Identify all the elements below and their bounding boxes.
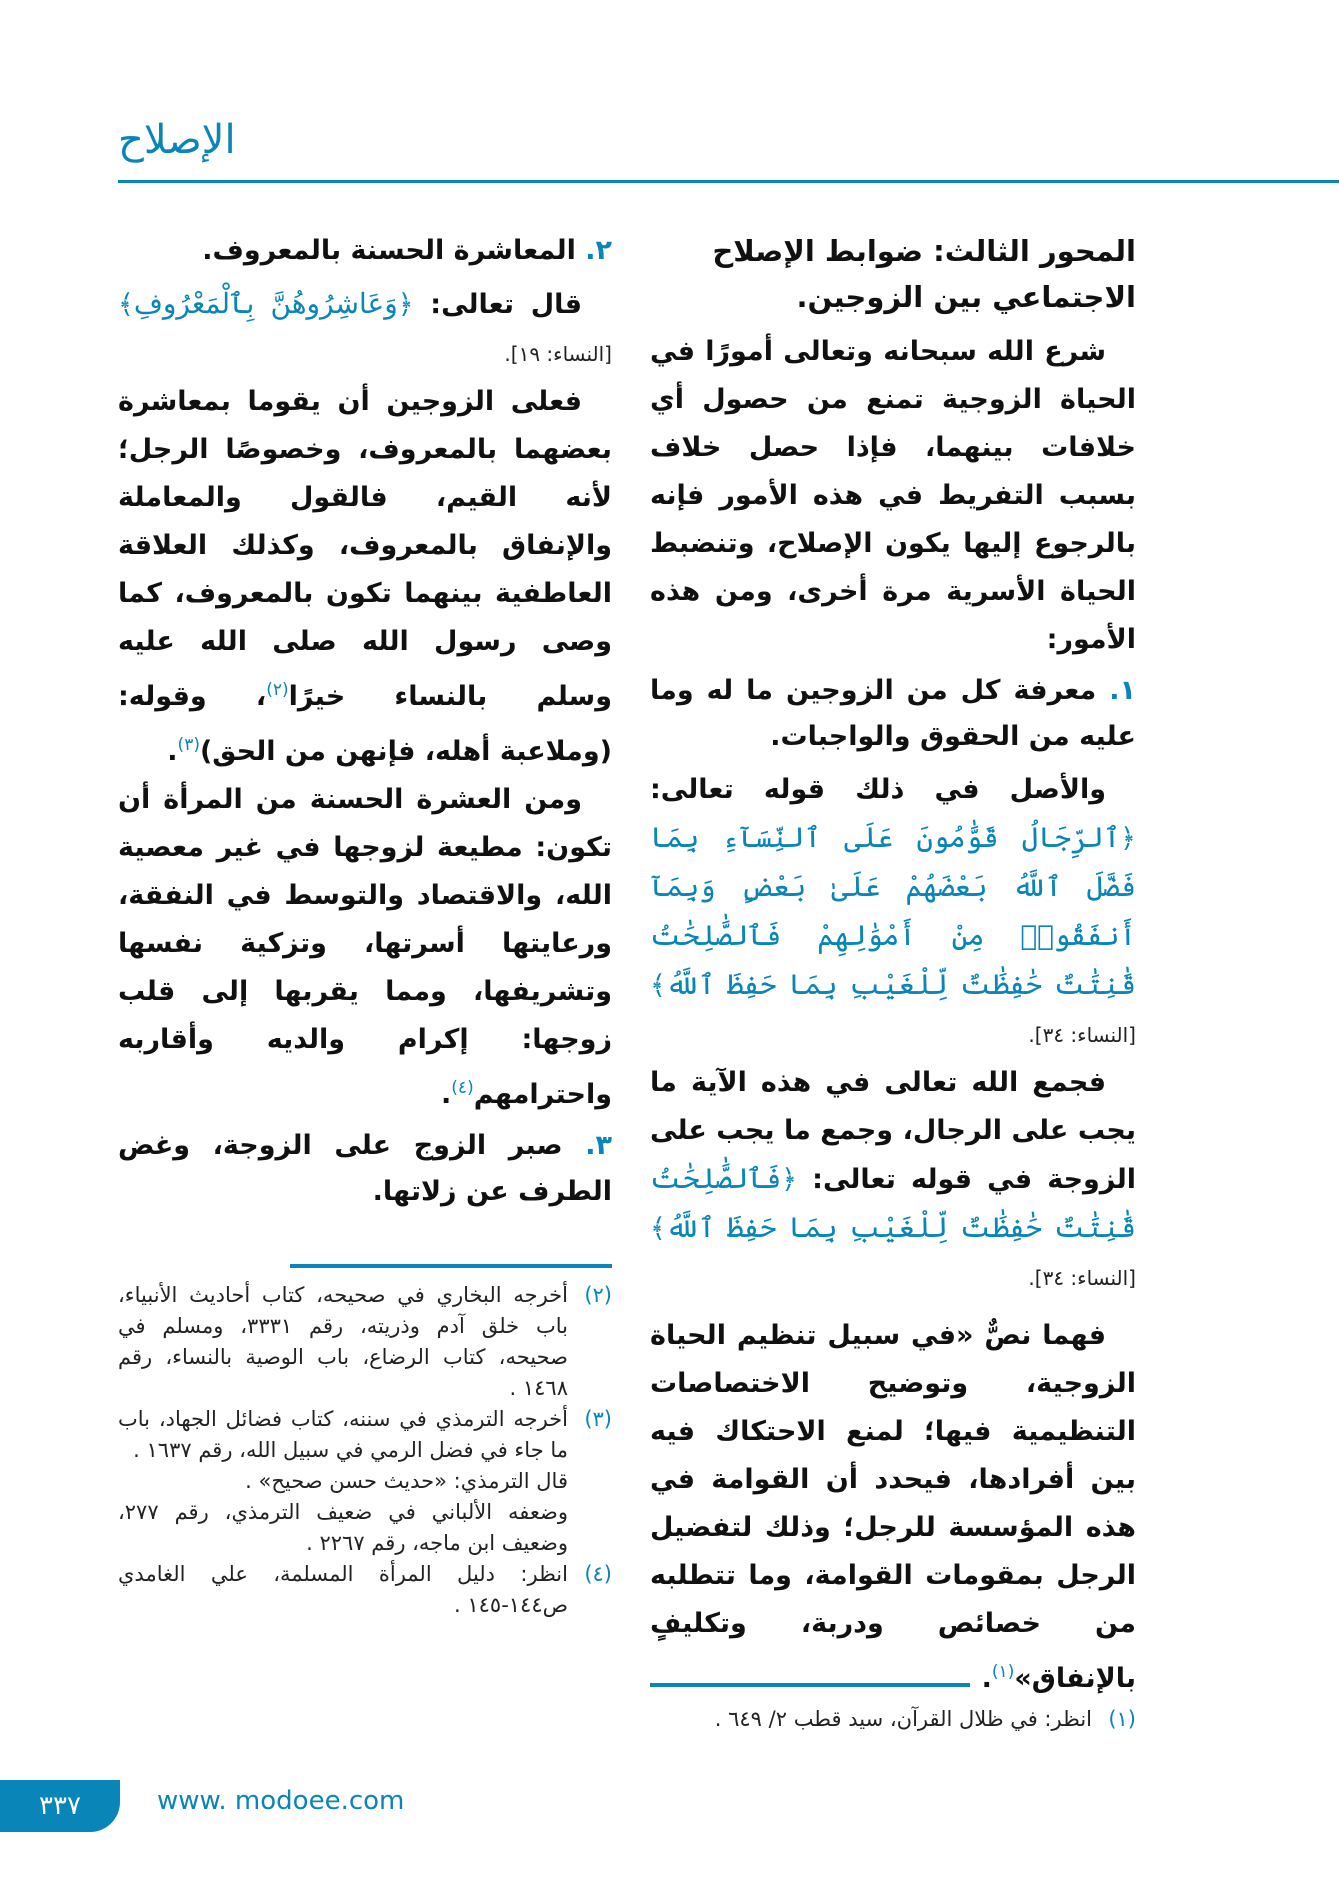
footnote-3-number: (٣) [584,1407,612,1431]
website-link[interactable]: www. modoee.com [157,1786,405,1816]
footnote-ref-4[interactable]: (٤) [451,1078,474,1098]
item-3-text: صبر الزوج على الزوجة، وغض الطرف عن زلاتها. [118,1130,612,1207]
footnote-4-text: انظر: دليل المرأة المسلمة، علي الغامدي ص١٤٤-١٤٥ . [118,1562,568,1617]
paragraph-left-3-text: ومن العشرة الحسنة من المرأة أن تكون: مطيعة لزوجها في غير معصية الله، والاقتصاد والتوسط في النفقة، ورعايتها أسرتها، وتزكية نفسها وتشريفها، ومما يقربها إلى قلب زوجها: إكرام والديه وأقاربه واحترامهم [118,784,612,1110]
footnote-4-number: (٤) [584,1562,612,1586]
quran-close-bracket-icon: ﴾ [650,1213,666,1244]
footnotes-left [118,1280,612,1621]
paragraph-3-text: فجمع الله تعالى في هذه الآية ما يجب على الرجال، وجمع ما يجب على الزوجة في قوله تعالى: [650,1067,1136,1195]
quran-close-bracket-icon: ﴾ [650,970,666,1001]
header-rule [118,180,1339,183]
footnote-1-number: (١) [1108,1707,1136,1731]
footnote-rule-left [290,1264,612,1268]
left-column [118,228,612,1221]
footnote-2-text: أخرجه البخاري في صحيحه، كتاب أحاديث الأنبياء، باب خلق آدم وذريته، رقم ٣٣٣١، ومسلم في صحيحه، كتاب الرضاع، باب الوصية بالنساء، رقم ١٤٦٨ . [118,1283,568,1400]
verse-paragraph-2 [118,280,612,378]
quran-open-bracket-icon: ﴿ [781,1164,798,1195]
footnote-ref-3[interactable]: (٣) [177,735,200,755]
paragraph-left-2-mid: ، وقوله: (وملاعبة أهله، فإنهن من الحق) [118,681,612,767]
footnote-ref-1[interactable]: (١) [991,1662,1015,1682]
paragraph-left-2-end: . [167,736,178,767]
paragraph-4 [650,1312,1136,1703]
footnote-3-text: أخرجه الترمذي في سننه، كتاب فضائل الجهاد، باب ما جاء في فضل الرمي في سبيل الله، رقم ١٦٣٧ . [118,1407,568,1462]
quran-open-bracket-icon: ﴿ [1120,823,1136,854]
footnote-3-extra-1: قال الترمذي: «حديث حسن صحيح» . [245,1469,568,1493]
paragraph-left-2 [118,378,612,776]
header-title: الإصلاح [118,117,236,163]
item-2-number: ٢. [585,235,612,266]
verse-paragraph-1 [650,766,1136,1059]
footnote-3-continued-1 [118,1466,612,1497]
item-3-number: ٣. [585,1130,613,1161]
page-number: ٣٣٧ [39,1791,81,1821]
footnote-1 [650,1704,1136,1735]
verse-citation: [النساء: ٣٤]. [1028,1266,1136,1290]
verse-lead: والأصل في ذلك قوله تعالى: [650,774,1106,805]
footnote-3-continued-2 [118,1497,612,1559]
right-column [650,228,1136,1703]
item-1-number: ١. [1109,675,1136,706]
footnotes-right [650,1704,1136,1735]
footnote-4 [118,1559,612,1621]
quran-verse-nisa-19: وَعَاشِرُوهُنَّ بِٱلْمَعْرُوفِ [133,287,398,320]
page-number-tab [0,1780,120,1832]
section-heading: المحور الثالث: ضوابط الإصلاح الاجتماعي بين الزوجين. [712,234,1136,314]
paragraph-left-2-text: فعلى الزوجين أن يقوما بمعاشرة بعضهما بالمعروف، وخصوصًا الرجل؛ لأنه القيم، فالقول والمعاملة والإنفاق بالمعروف، وكذلك العلاقة العاطفية بينهما تكون بالمعروف، كما وصى رسول الله صلى الله عليه وسلم بالنساء خيرًا [118,386,613,712]
verse-citation: [النساء: ٣٤]. [1028,1023,1136,1047]
footnote-rule-right [650,1683,970,1687]
footnote-ref-2[interactable]: (٢) [266,680,289,700]
item-2-title [118,228,612,274]
paragraph-left-3-end: . [441,1079,452,1110]
item-2-text: المعاشرة الحسنة بالمعروف. [202,235,576,266]
quran-open-bracket-icon: ﴿ [397,289,414,320]
quran-verse-nisa-34: ٱلرِّجَالُ قَوَّٰمُونَ عَلَى ٱلنِّسَآءِ بِمَا فَضَّلَ ٱللَّهُ بَعْضَهُمْ عَلَىٰ بَعْضٍ وَبِمَآ أَنفَقُوا۟ مِنْ أَمْوَٰلِهِمْ فَٱلصَّٰلِحَٰتُ قَٰنِتَٰتٌ حَٰفِظَٰتٌ لِّلْغَيْبِ بِمَا حَفِظَ ٱللَّهُ [650,821,1136,1001]
quran-verse-nisa-34-part: فَٱلصَّٰلِحَٰتُ قَٰنِتَٰتٌ حَٰفِظَٰتٌ لِّلْغَيْبِ بِمَا حَفِظَ ٱللَّهُ [650,1162,1136,1244]
quran-close-bracket-icon: ﴾ [118,289,134,320]
intro-paragraph: شرع الله سبحانه وتعالى أمورًا في الحياة الزوجية تمنع من حصول أي خلافات بينهما، فإذا حصل خلاف بسبب التفريط في هذه الأمور فإنه بالرجوع إليها يكون الإصلاح، وتنضبط الحياة الأسرية مرة أخرى، ومن هذه الأمور: [650,336,1136,655]
verse-lead: قال تعالى: [430,289,583,320]
paragraph-4-end: . [981,1663,992,1694]
footnote-2 [118,1280,612,1404]
item-3-title [118,1123,612,1215]
footnote-2-number: (٢) [584,1283,612,1307]
item-1-text: معرفة كل من الزوجين ما له وما عليه من الحقوق والواجبات. [650,675,1136,752]
paragraph-3 [650,1059,1136,1302]
paragraph-left-3 [118,776,612,1119]
footnote-3 [118,1404,612,1466]
footnote-3-extra-2: وضعفه الألباني في ضعيف الترمذي، رقم ٢٧٧، وضعيف ابن ماجه، رقم ٢٢٦٧ . [118,1500,568,1555]
verse-citation: [النساء: ١٩]. [504,342,612,366]
paragraph-4-text: فهما نصٌّ «في سبيل تنظيم الحياة الزوجية، وتوضيح الاختصاصات التنظيمية فيها؛ لمنع الاحتكاك فيه بين أفرادها، فيحدد أن القوامة في هذه المؤسسة للرجل؛ وذلك لتفضيل الرجل بمقومات القوامة، وما تتطلبه من خصائص ودربة، وتكليفٍ بالإنفاق» [650,1320,1136,1694]
item-1-title [650,668,1136,760]
footnote-1-text: انظر: في ظلال القرآن، سيد قطب ٢/ ٦٤٩ . [714,1707,1092,1731]
